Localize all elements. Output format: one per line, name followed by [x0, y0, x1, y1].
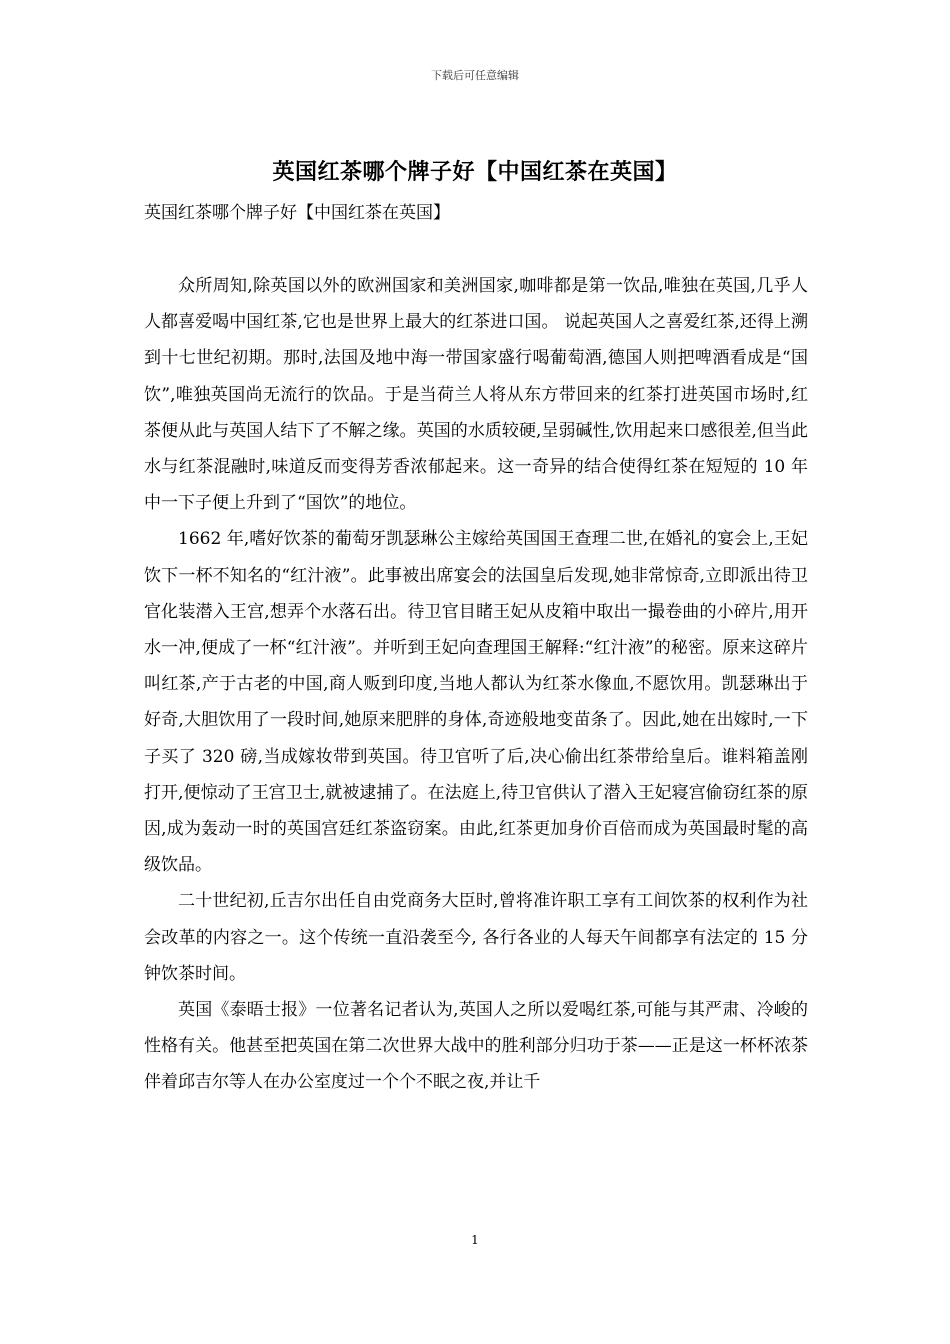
paragraph: 众所周知,除英国以外的欧洲国家和美洲国家,咖啡都是第一饮品,唯独在英国,几乎人人都喜爱喝中国红茶,它也是世界上最大的红茶进口国。 说起英国人之喜爱红茶,还得上溯到十七世纪初期。那时,法国及地中海一带国家盛行喝葡萄酒,德国人则把啤酒看成是“国饮”,唯独英国尚无流行的饮品。于是当荷兰人将从东方带回来的红茶打进英国市场时,红茶便从此与英国人结下了不解之缘。英国的水质较硬,呈弱碱性,饮用起来口感很差,但当此水与红茶混融时,味道反而变得芳香浓郁起来。这一奇异的结合使得红茶在短短的 10 年中一下子便上升到了“国饮”的地位。 — [144, 276, 808, 514]
paragraph: 1662 年,嗜好饮茶的葡萄牙凯瑟琳公主嫁给英国国王查理二世,在婚礼的宴会上,王妃饮下一杯不知名的“红汁液”。此事被出席宴会的法国皇后发现,她非常惊奇,立即派出待卫官化装潜入王宫,想弄个水落石出。待卫官目睹王妃从皮箱中取出一撮卷曲的小碎片,用开水一冲,便成了一杯“红汁液”。并听到王妃向查理国王解释:“红汁液”的秘密。原来这碎片叫红茶,产于古老的中国,商人贩到印度,当地人都认为红茶水像血,不愿饮用。凯瑟琳出于好奇,大胆饮用了一段时间,她原来肥胖的身体,奇迹般地变苗条了。因此,她在出嫁时,一下子买了 320 磅,当成嫁妆带到英国。待卫官听了后,决心偷出红茶带给皇后。谁料箱盖刚打开,便惊动了王宫卫士,就被逮捕了。在法庭上,待卫官供认了潜入王妃寝宫偷窃红茶的原因,成为轰动一时的英国宫廷红茶盗窃案。由此,红茶更加身价百倍而成为英国最时髦的高级饮品。 — [144, 529, 808, 876]
page-header-note: 下载后可任意编辑 — [431, 69, 519, 82]
document-subtitle: 英国红茶哪个牌子好【中国红茶在英国】 — [144, 203, 450, 223]
document-title: 英国红茶哪个牌子好【中国红茶在英国】 — [272, 160, 678, 185]
page-number: 1 — [471, 1233, 479, 1247]
document-body — [144, 268, 808, 1101]
paragraph: 二十世纪初,丘吉尔出任自由党商务大臣时,曾将准许职工享有工间饮茶的权利作为社会改革的内容之一。这个传统一直沿袭至今, 各行各业的人每天午间都享有法定的 15 分钟饮茶时间。 — [144, 891, 808, 984]
paragraph: 英国《泰晤士报》一位著名记者认为,英国人之所以爱喝红茶,可能与其严肃、冷峻的性格有关。他甚至把英国在第二次世界大战中的胜利部分归功于茶——正是这一杯杯浓茶伴着邱吉尔等人在办公室度过一个个不眠之夜,并让千 — [144, 1000, 808, 1093]
